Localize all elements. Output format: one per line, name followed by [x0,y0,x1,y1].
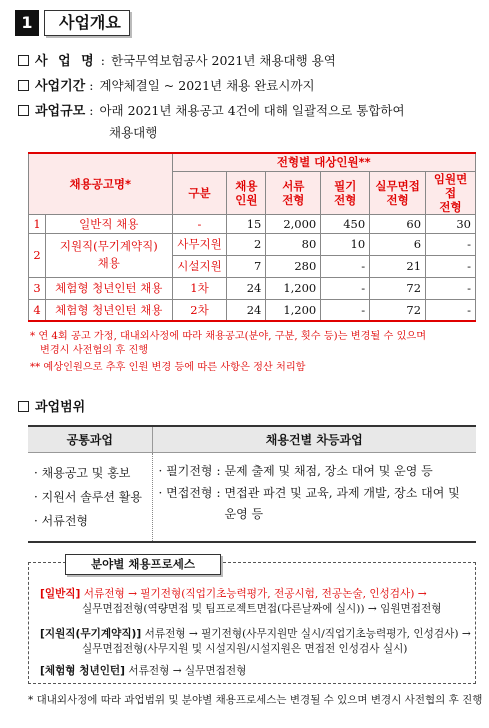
header-document: 서류 전형 [266,171,321,214]
process-title: 분야별 채용프로세스 [65,554,221,575]
row-document: 1,200 [266,299,321,321]
header-hire: 채용 인원 [227,171,266,214]
row-executive: - [426,255,476,277]
recruitment-table [28,152,476,322]
process-support [40,627,471,642]
row-practical: 60 [370,214,426,233]
header-type: 구분 [172,171,227,214]
row-executive: 30 [426,214,476,233]
scope-differential-list [152,452,476,542]
info-scale-continued: 채용대행 [109,125,158,140]
process-text: 서류전형 → 실무면접전형 [128,665,247,677]
list-item: · 필기전형 : 문제 출제 및 채점, 장소 대여 및 운영 등 [159,461,471,482]
scope-heading [18,398,85,417]
scope-item-value: 문제 출제 및 채점, 장소 대여 및 운영 등 [224,463,433,478]
scope-item-key: · 면접전형 [158,485,213,500]
scope-label: 과업범위 [35,400,86,415]
process-text: 서류전형 → 필기전형(사무지원만 실시/직업기초능력평가, 인성검사) → [144,628,471,640]
checkbox-icon [18,80,29,91]
note-1-continued: 변경시 사전협의 후 진행 [40,345,149,356]
scope-item-value: 면접관 파견 및 교육, 과제 개발, 장소 대여 및 운영 등 [224,485,460,521]
row-hire: 24 [227,299,266,321]
row-type: 1차 [172,277,227,299]
scope-common-header: 공통과업 [28,426,152,452]
row-type: - [172,214,227,233]
row-type: 시설지원 [172,255,227,277]
process-general [40,587,427,602]
process-intern [40,664,246,679]
row-hire: 2 [227,233,266,255]
process-text: 서류전형 → 필기전형(직업기초능력평가, 전공시험, 전공논술, 인성검사) → [83,588,427,600]
info-value: 계약체결일 ~ 2021년 채용 완료시까지 [99,78,315,93]
scope-table [28,425,476,543]
info-label: 과업규모 [35,104,86,119]
process-tag: [지원직(무기계약직)] [40,628,142,640]
row-executive: - [426,277,476,299]
row-written: 10 [321,233,370,255]
row-index: 3 [29,277,46,299]
list-item: · 서류전형 [34,513,88,528]
row-executive: - [426,233,476,255]
checkbox-icon [18,55,29,66]
scope-item-key: · 필기전형 [158,463,213,478]
header-executive: 임원면접 전형 [426,171,476,214]
row-hire: 15 [227,214,266,233]
row-written: - [321,299,370,321]
header-posting-name: 채용공고명* [29,153,173,214]
row-executive: - [426,299,476,321]
row-name: 체험형 청년인턴 채용 [45,299,172,321]
list-item: · 면접전형 : 면접관 파견 및 교육, 과제 개발, 장소 대여 및 운영 등 [159,483,471,525]
table-row [29,299,476,321]
section-title: 사업개요 [44,10,130,36]
row-practical: 6 [370,233,426,255]
note-2: ** 예상인원으로 추후 인원 변경 등에 따른 사항은 정산 처리함 [30,362,306,373]
row-document: 1,200 [266,277,321,299]
process-support-continued: 실무면접전형(사무지원 및 시설지원/시설지원은 면접전 인성검사 실시) [82,643,408,655]
list-item: · 지원서 솔루션 활용 [34,489,142,504]
info-project-scale: 과업규모 : 아래 2021년 채용공고 4건에 대해 일괄적으로 통합하여 [18,102,405,121]
row-written: 450 [321,214,370,233]
row-name: 지원직(무기계약직) 채용 [45,233,172,277]
checkbox-icon [18,401,29,412]
process-tag: [체험형 청년인턴] [40,665,126,677]
row-practical: 72 [370,277,426,299]
row-document: 80 [266,233,321,255]
info-label: 사 업 명 [35,54,97,69]
row-type: 사무지원 [172,233,227,255]
row-index: 2 [29,233,46,277]
row-index: 1 [29,214,46,233]
row-document: 280 [266,255,321,277]
header-written: 필기 전형 [321,171,370,214]
row-type: 2차 [172,299,227,321]
row-hire: 7 [227,255,266,277]
scope-differential-header: 채용건별 차등과업 [152,426,476,452]
footer-note: * 대내외사정에 따라 과업범위 및 분야별 채용프로세스는 변경될 수 있으며 변경시 사전협의 후 진행 [28,694,483,706]
process-general-continued: 실무면접전형(역량면접 및 팀프로젝트면접(다른날짜에 실시)) → 임원면접전형 [82,603,442,615]
info-value: 아래 2021년 채용공고 4건에 대해 일괄적으로 통합하여 [99,103,405,118]
row-written: - [321,277,370,299]
row-written: - [321,255,370,277]
header-target-count: 전형별 대상인원** [172,153,475,171]
header-practical: 실무면접 전형 [370,171,426,214]
list-item: · 채용공고 및 홍보 [34,465,131,480]
info-project-name: 사 업 명 : 한국무역보험공사 2021년 채용대행 용역 [18,52,336,71]
table-row [29,277,476,299]
scope-common-list [28,452,152,542]
note-1: * 연 4회 공고 가정, 대내외사정에 따라 채용공고(분야, 구분, 횟수 등)는 변경될 수 있으며 [30,331,427,342]
row-name: 체험형 청년인턴 채용 [45,277,172,299]
row-practical: 72 [370,299,426,321]
info-label: 사업기간 [35,79,86,94]
row-index: 4 [29,299,46,321]
row-hire: 24 [227,277,266,299]
table-row [29,233,476,255]
checkbox-icon [18,105,29,116]
table-row [29,214,476,233]
info-value: 한국무역보험공사 2021년 채용대행 용역 [110,53,336,68]
row-document: 2,000 [266,214,321,233]
info-project-period: 사업기간 : 계약체결일 ~ 2021년 채용 완료시까지 [18,77,315,96]
section-number: 1 [15,10,39,36]
row-practical: 21 [370,255,426,277]
row-name: 일반직 채용 [45,214,172,233]
process-tag: [일반직] [40,588,81,600]
